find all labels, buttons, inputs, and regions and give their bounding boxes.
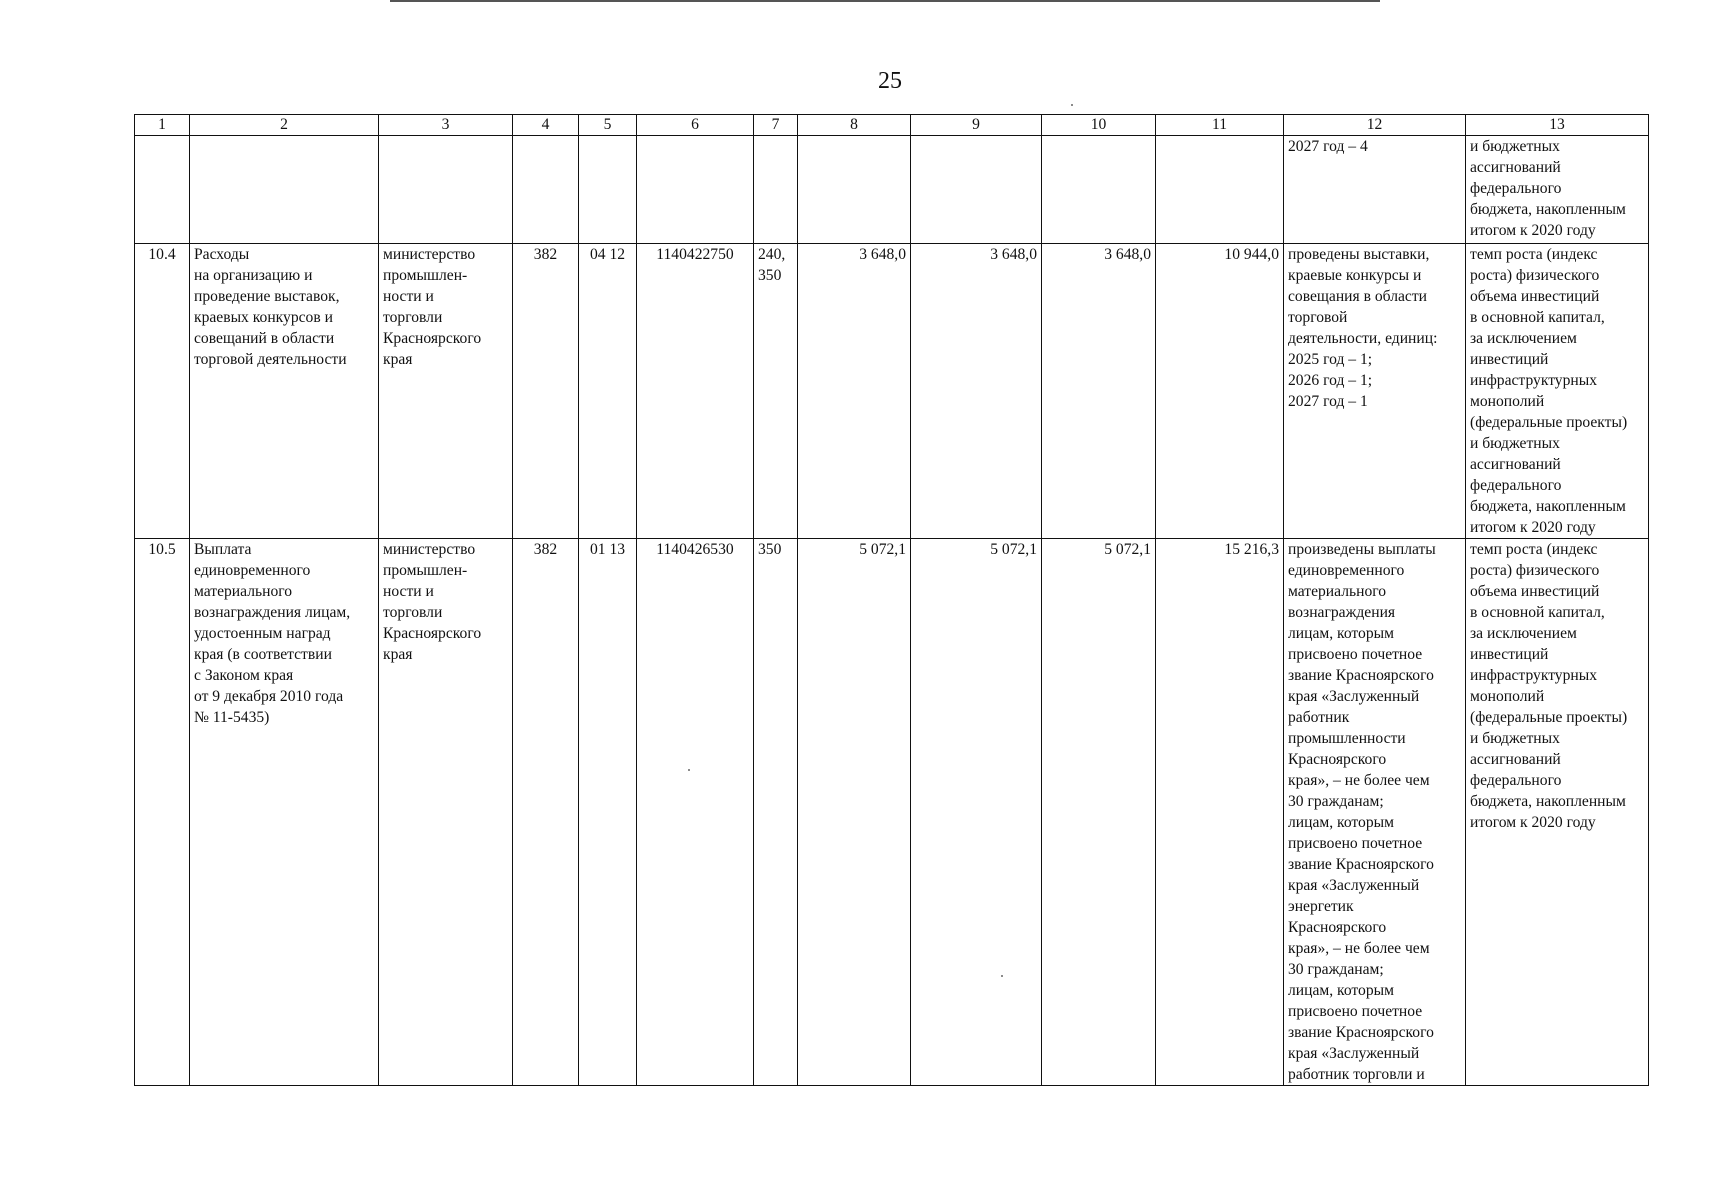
cell-amount-2025: 5 072,1 bbox=[798, 539, 911, 1086]
column-header: 1 bbox=[135, 115, 190, 136]
cell-number bbox=[135, 136, 190, 244]
column-header: 8 bbox=[798, 115, 911, 136]
cell-csr bbox=[637, 136, 754, 244]
column-header: 13 bbox=[1466, 115, 1649, 136]
cell-vr: 350 bbox=[754, 539, 798, 1086]
program-activities-table bbox=[134, 114, 1649, 1086]
cell-rzpr: 04 12 bbox=[579, 244, 637, 539]
cell-rzpr bbox=[579, 136, 637, 244]
cell-executor: министерство промышлен- ности и торговли Красноярского края bbox=[379, 244, 513, 539]
cell-number: 10.4 bbox=[135, 244, 190, 539]
column-header: 6 bbox=[637, 115, 754, 136]
cell-grbs: 382 bbox=[513, 244, 579, 539]
table-header bbox=[135, 115, 1649, 136]
scan-speck bbox=[688, 769, 690, 771]
cell-amount-2026: 5 072,1 bbox=[911, 539, 1042, 1086]
cell-vr: 240, 350 bbox=[754, 244, 798, 539]
cell-amount-total bbox=[1156, 136, 1284, 244]
cell-grbs: 382 bbox=[513, 539, 579, 1086]
cell-grbs bbox=[513, 136, 579, 244]
cell-activity-name: Расходы на организацию и проведение выставок, краевых конкурсов и совещаний в области торговой деятельности bbox=[190, 244, 379, 539]
column-header: 12 bbox=[1284, 115, 1466, 136]
cell-amount-2025 bbox=[798, 136, 911, 244]
cell-amount-2026 bbox=[911, 136, 1042, 244]
column-header: 4 bbox=[513, 115, 579, 136]
column-header: 10 bbox=[1042, 115, 1156, 136]
cell-activity-name bbox=[190, 136, 379, 244]
table-row bbox=[135, 136, 1649, 244]
column-header: 2 bbox=[190, 115, 379, 136]
column-header: 5 bbox=[579, 115, 637, 136]
cell-activity-name: Выплата единовременного материального вознаграждения лицам, удостоенным наград края (в соответствии с Законом края от 9 декабря 2010 года № 11-5435) bbox=[190, 539, 379, 1086]
cell-expected-result: проведены выставки, краевые конкурсы и совещания в области торговой деятельности, единиц: 2025 год – 1; 2026 год – 1; 2027 год – 1 bbox=[1284, 244, 1466, 539]
cell-indicator: темп роста (индекс роста) физического объема инвестиций в основной капитал, за исключением инвестиций инфраструктурных монополий (федеральные проекты) и бюджетных ассигнований федерального бюджета, накопленным итогом к 2020 году bbox=[1466, 539, 1649, 1086]
cell-amount-2027: 5 072,1 bbox=[1042, 539, 1156, 1086]
scan-speck bbox=[1071, 104, 1073, 106]
cell-csr: 1140426530 bbox=[637, 539, 754, 1086]
page-number: 25 bbox=[878, 68, 902, 94]
cell-indicator: темп роста (индекс роста) физического объема инвестиций в основной капитал, за исключением инвестиций инфраструктурных монополий (федеральные проекты) и бюджетных ассигнований федерального бюджета, накопленным итогом к 2020 году bbox=[1466, 244, 1649, 539]
table-row bbox=[135, 244, 1649, 539]
cell-number: 10.5 bbox=[135, 539, 190, 1086]
cell-amount-2027: 3 648,0 bbox=[1042, 244, 1156, 539]
cell-amount-2025: 3 648,0 bbox=[798, 244, 911, 539]
column-header: 9 bbox=[911, 115, 1042, 136]
cell-indicator: и бюджетных ассигнований федерального бюджета, накопленным итогом к 2020 году bbox=[1466, 136, 1649, 244]
column-header: 7 bbox=[754, 115, 798, 136]
cell-amount-total: 10 944,0 bbox=[1156, 244, 1284, 539]
cell-expected-result: произведены выплаты единовременного материального вознаграждения лицам, которым присвоено почетное звание Красноярского края «Заслуженный работник промышленности Красноярского края», – не более чем 30 гражданам; лицам, которым присвоено почетное звание Красноярского края «Заслуженный энергетик Красноярского края», – не более чем 30 гражданам; лицам, которым присвоено почетное звание Красноярского края «Заслуженный работник торговли и bbox=[1284, 539, 1466, 1086]
cell-rzpr: 01 13 bbox=[579, 539, 637, 1086]
cell-executor bbox=[379, 136, 513, 244]
column-header: 3 bbox=[379, 115, 513, 136]
cell-amount-2027 bbox=[1042, 136, 1156, 244]
cell-expected-result: 2027 год – 4 bbox=[1284, 136, 1466, 244]
cell-vr bbox=[754, 136, 798, 244]
scan-speck bbox=[1001, 975, 1003, 977]
cell-amount-2026: 3 648,0 bbox=[911, 244, 1042, 539]
cell-amount-total: 15 216,3 bbox=[1156, 539, 1284, 1086]
scan-edge-line bbox=[390, 0, 1380, 2]
table-body bbox=[135, 136, 1649, 1086]
column-number-row bbox=[135, 115, 1649, 136]
cell-csr: 1140422750 bbox=[637, 244, 754, 539]
table-row bbox=[135, 539, 1649, 1086]
column-header: 11 bbox=[1156, 115, 1284, 136]
cell-executor: министерство промышлен- ности и торговли Красноярского края bbox=[379, 539, 513, 1086]
